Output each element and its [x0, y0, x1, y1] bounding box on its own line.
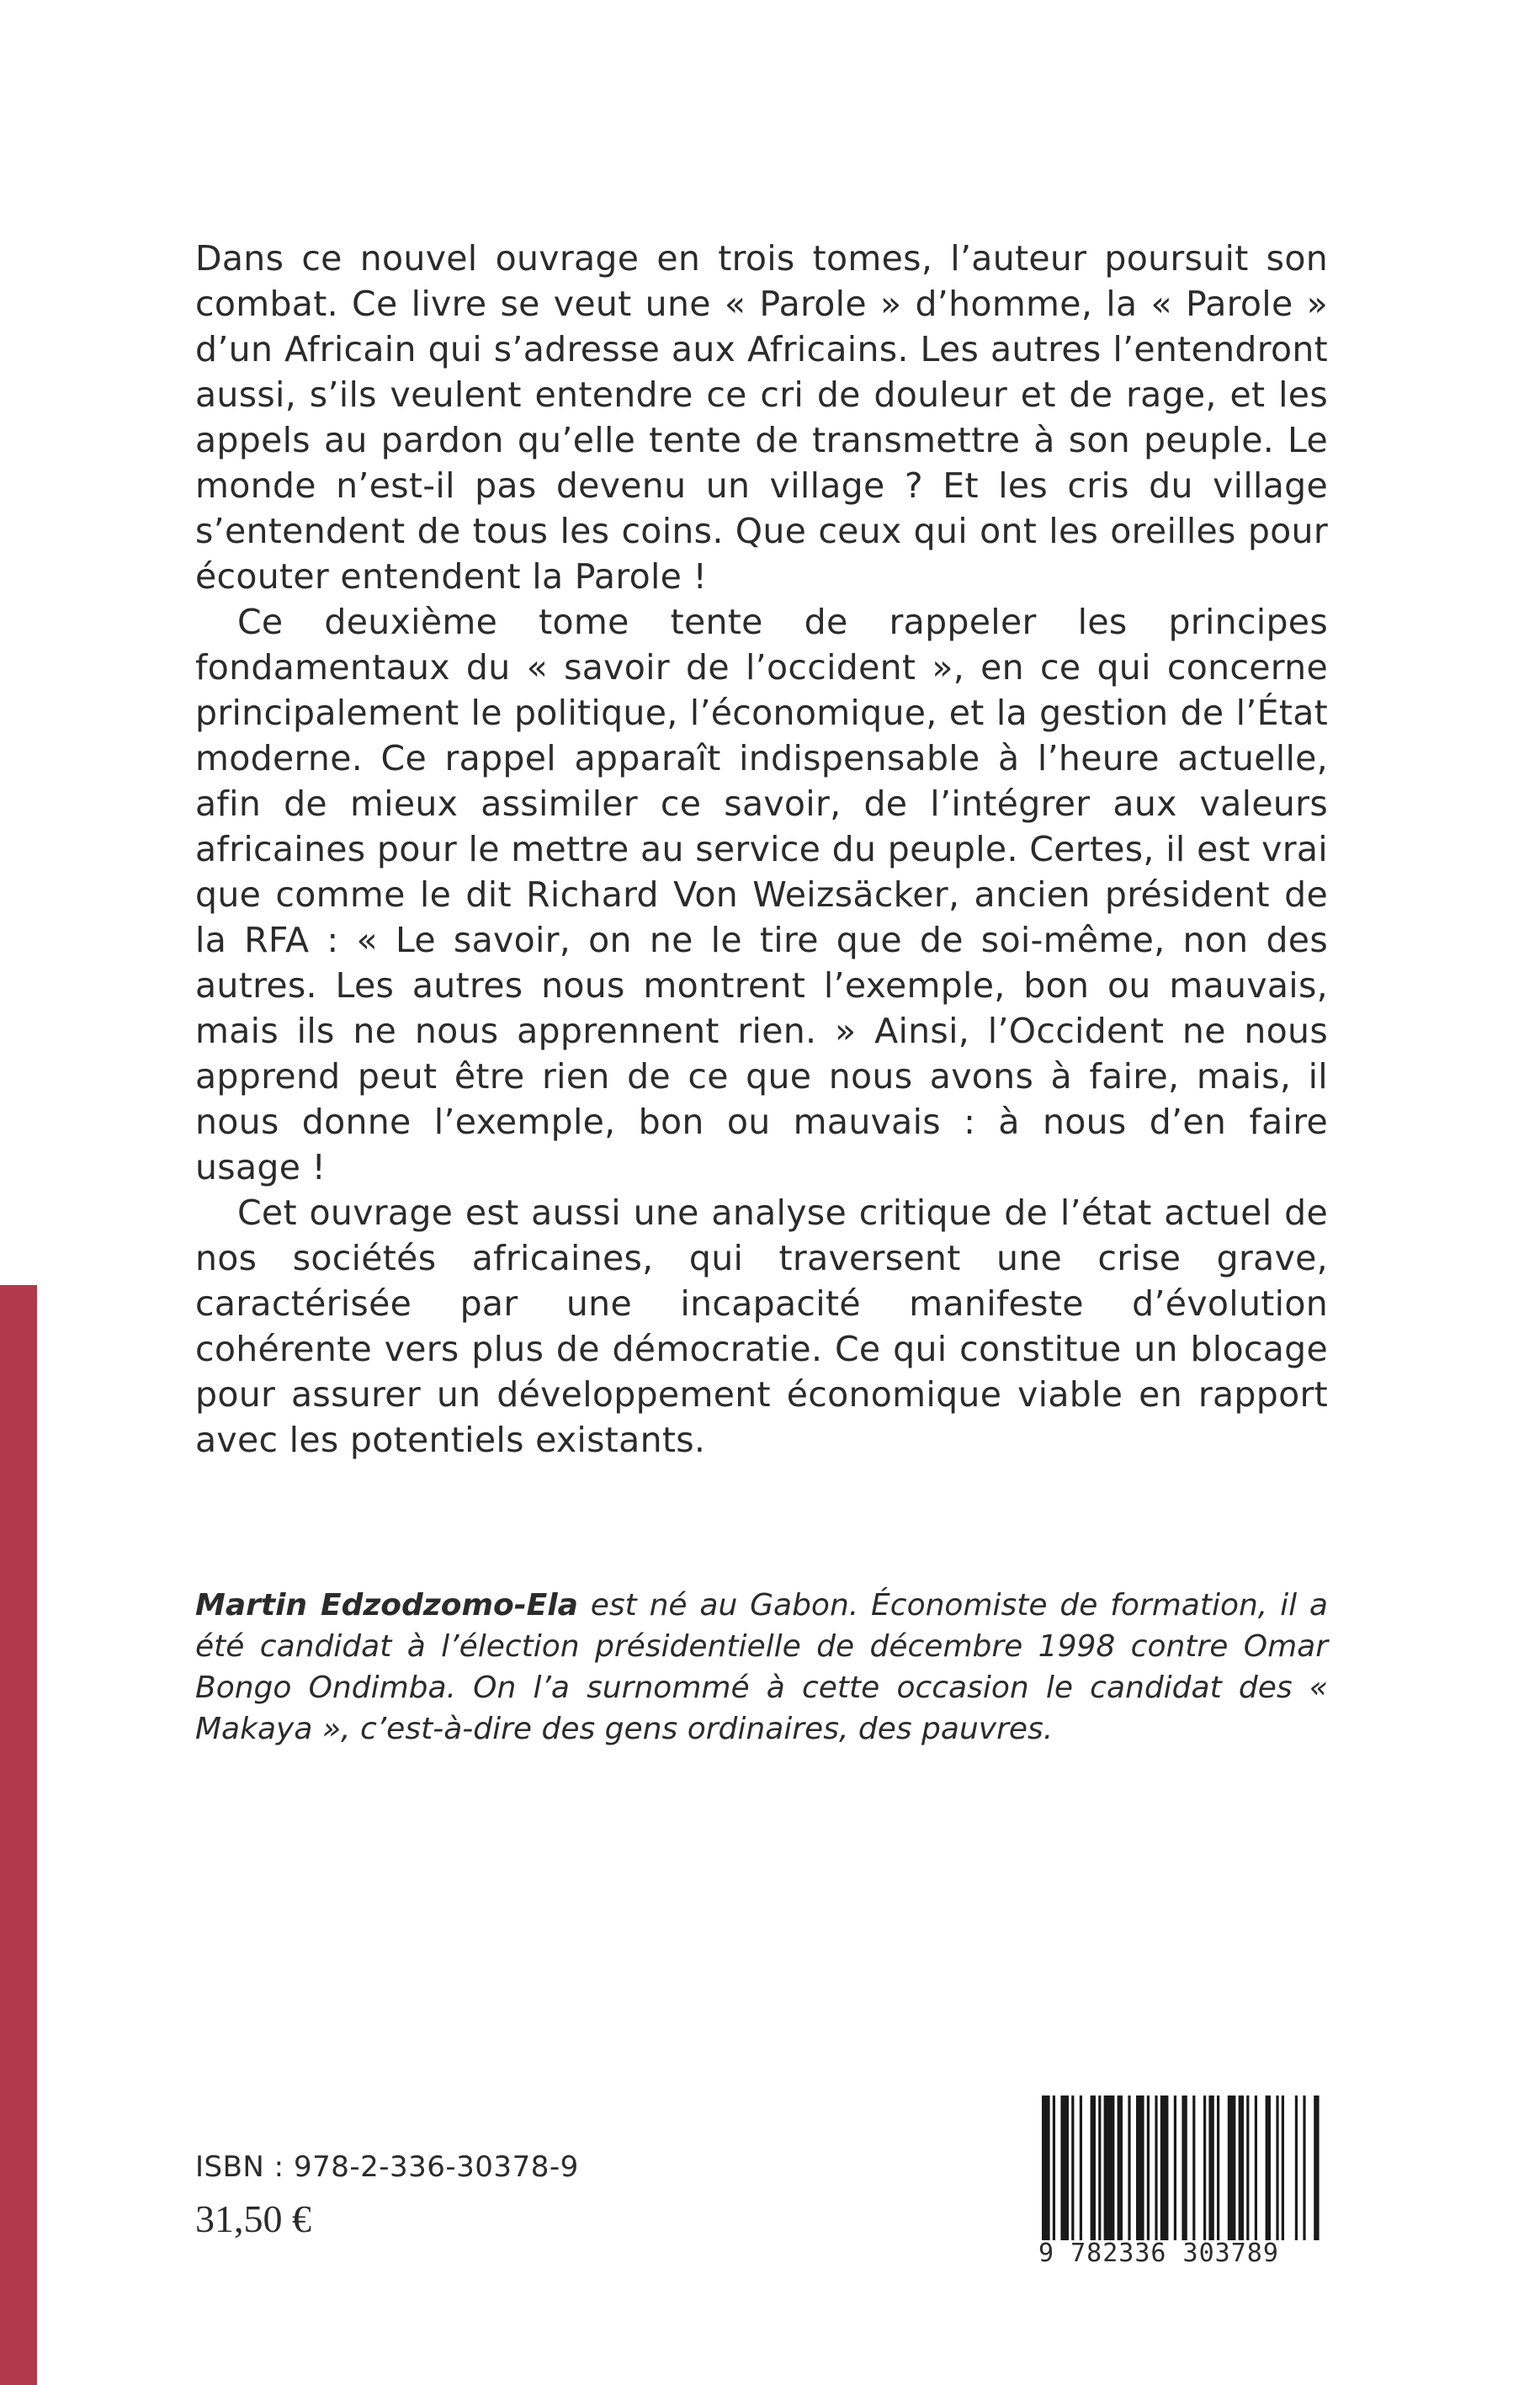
barcode-bar — [1128, 2096, 1130, 2240]
description-paragraph-2: Ce deuxième tome tente de rappeler les principes fondamentaux du « savoir de l’occident », en ce qui concerne principalement le politique, l’économique, et la gestion de l’État moderne. Ce rappel apparaît indispensable à l’heure actuelle, afin de mieux assimiler ce savoir, de l’intégrer aux valeurs africaines pour le mettre au service du peuple. Certes, il est vrai que comme le dit Richard Von Weizsäcker, ancien président de la RFA : « Le savoir, on ne le tire que de soi-même, non des autres. Les autres nous montrent l’exemple, bon ou mauvais, mais ils ne nous apprennent rien. » Ainsi, l’Occident ne nous apprend peut être rien de ce que nous avons à faire, mais, il nous donne l’exemple, bon ou mauvais : à nous d’en faire usage ! — [195, 602, 1328, 1187]
barcode-bar — [1042, 2096, 1050, 2240]
description-paragraph-3: Cet ouvrage est aussi une analyse critique de l’état actuel de nos sociétés africaines, qui traversent une crise grave, caractérisée par une incapacité manifeste d’évolution cohérente vers plus de démocratie. Ce qui constitue un blocage pour assurer un développement économique viable en rapport avec les potentiels existants. — [195, 1192, 1328, 1460]
barcode-bar — [1160, 2096, 1169, 2240]
barcode-bar — [1239, 2096, 1244, 2240]
barcode-bar — [1303, 2096, 1305, 2240]
barcode-number: 9 782336 303789 — [1038, 2239, 1279, 2268]
barcode-bar — [1228, 2096, 1236, 2240]
barcode-bar — [1208, 2096, 1213, 2240]
barcode-bar — [1147, 2096, 1150, 2240]
barcode-bar — [1266, 2096, 1271, 2240]
barcode-bar — [1155, 2096, 1157, 2240]
barcode-bar — [1091, 2096, 1096, 2240]
barcode-bars — [1038, 2096, 1325, 2240]
barcode-bar — [1182, 2096, 1187, 2240]
description-paragraph-1: Dans ce nouvel ouvrage en trois tomes, l’auteur poursuit son combat. Ce livre se veut une « Parole » d’homme, la « Parole » d’un Africain qui s’adresse aux Africains. Les autres l’entendront aussi, s’ils veulent entendre ce cri de douleur et de rage, et les appels au pardon qu’elle tente de transmettre à son peuple. Le monde n’est-il pas devenu un village ? Et les cris du village s’entendent de tous les coins. Que ceux qui ont les oreilles pour écouter entendent la Parole ! — [195, 238, 1328, 597]
barcode-bar — [1174, 2096, 1176, 2240]
price: 31,50 € — [195, 2197, 311, 2240]
barcode-bar — [1060, 2096, 1069, 2240]
barcode-bar — [1192, 2096, 1195, 2240]
barcode-bar — [1314, 2096, 1319, 2240]
barcode-bar — [1098, 2096, 1101, 2240]
barcode — [1038, 2096, 1325, 2240]
author-bio — [195, 1585, 1328, 1750]
barcode-bar — [1282, 2096, 1284, 2240]
barcode-bar — [1071, 2096, 1074, 2240]
barcode-bar — [1080, 2096, 1082, 2240]
barcode-bar — [1203, 2096, 1206, 2240]
barcode-bar — [1255, 2096, 1257, 2240]
barcode-bar — [1246, 2096, 1249, 2240]
barcode-bar — [1053, 2096, 1055, 2240]
barcode-bar — [1118, 2096, 1123, 2240]
isbn: ISBN : 978-2-336-30378-9 — [195, 2150, 579, 2184]
barcode-bar — [1276, 2096, 1278, 2240]
spine-accent-band — [0, 1285, 37, 2385]
barcode-bar — [1295, 2096, 1298, 2240]
barcode-bar — [1136, 2096, 1144, 2240]
author-name: Martin Edzodzomo-Ela — [195, 1588, 578, 1623]
barcode-bar — [1217, 2096, 1219, 2240]
barcode-bar — [1104, 2096, 1115, 2240]
author-bio-text: est né au Gabon. Économiste de formation, il a été candidat à l’élection présidentielle de décembre 1998 contre Omar Bongo Ondimba. On l’a surnommé à cette occasion le candidat des « Makaya », c’est-à-dire des gens ordinaires, des pauvres. — [195, 1588, 1328, 1746]
